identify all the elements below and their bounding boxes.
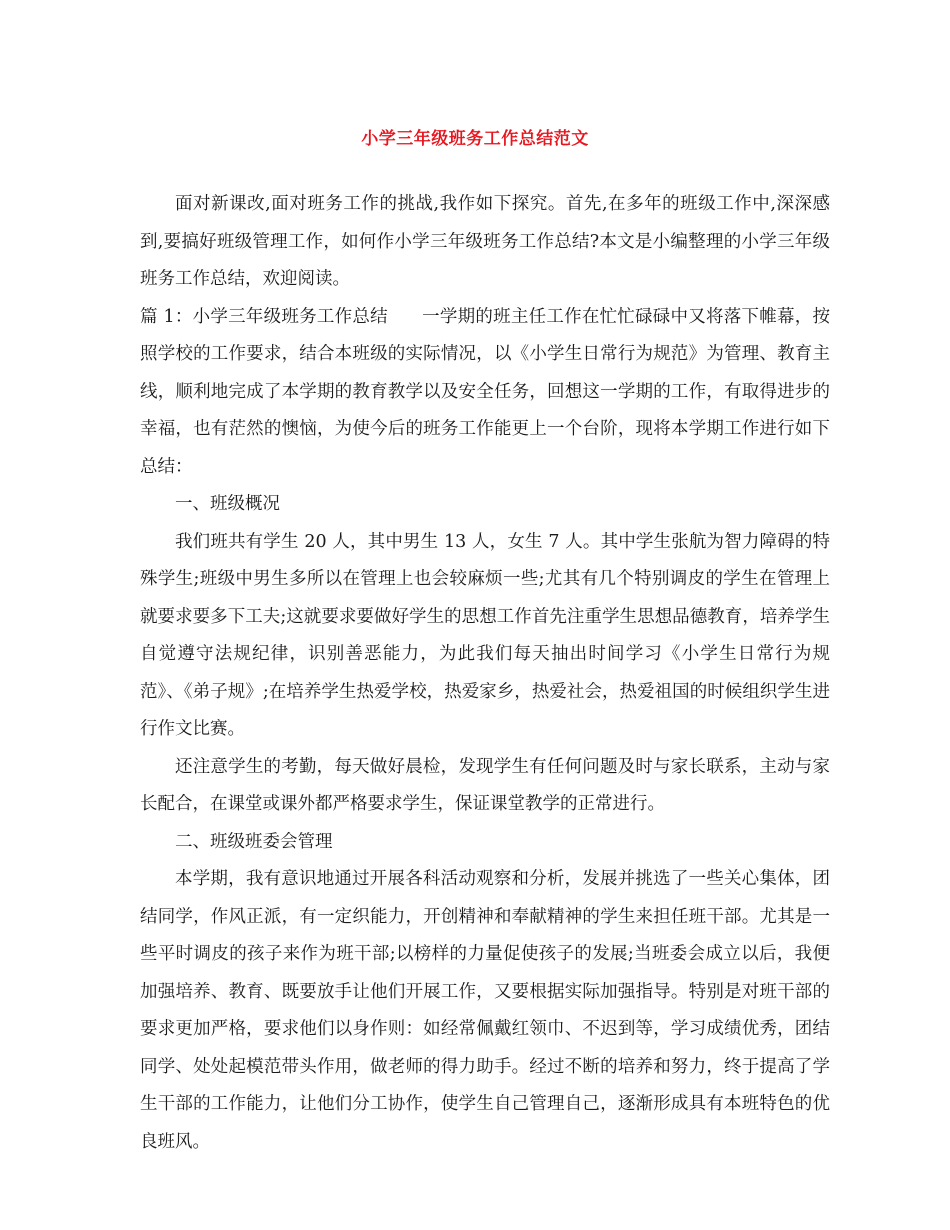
committee-paragraph-1: 本学期，我有意识地通过开展各科活动观察和分析，发展并挑选了一些关心集体，团结同学，作风正派，有一定织能力，开创精神和奉献精神的学生来担任班干部。尤其是一些平时调皮的孩子来作为班干部;以榜样的力量促使孩子的发展;当班委会成立以后，我便加强培养、教育、既要放手让他们开展工作，又要根据实际加强指导。特别是对班干部的要求更加严格，要求他们以身作则：如经常佩戴红领巾、不迟到等，学习成绩优秀，团结同学、处处起模范带头作用，做老师的得力助手。经过不断的培养和努力，终于提高了学生干部的工作能力，让他们分工协作，使学生自己管理自己，逐渐形成具有本班特色的优良班风。 [140, 869, 830, 1152]
section-heading-overview: 一、班级概况 [175, 494, 280, 514]
section-heading-committee: 二、班级班委会管理 [175, 831, 333, 852]
overview-paragraph-1: 我们班共有学生 20 人，其中男生 13 人，女生 7 人。其中学生张航为智力障碍的特殊学生;班级中男生多所以在管理上也会较麻烦一些;尤其有几个特别调皮的学生在管理上就要求要多下工夫;这就要求要做好学生的思想工作首先注重学生思想品德教育，培养学生自觉遵守法规纪律，识别善恶能力，为此我们每天抽出时间学习《小学生日常行为规范》、《弟子规》;在培养学生热爱学校，热爱家乡，热爱社会，热爱祖国的时候组织学生进行作文比赛。 [140, 531, 830, 739]
document-title: 小学三年级班务工作总结范文 [361, 129, 589, 149]
article-lead: 一学期的班主任工作在忙忙碌碌中又将落下帷幕，按照学校的工作要求，结合本班级的实际情况，以《小学生日常行为规范》为管理、教育主线，顺利地完成了本学期的教育教学以及安全任务，回想这一学期的工作，有取得进步的幸福，也有茫然的懊恼，为使今后的班务工作能更上一个台阶，现将本学期工作进行如下总结： [140, 306, 831, 477]
document-body [140, 186, 830, 1161]
intro-paragraph: 面对新课改,面对班务工作的挑战,我作如下探究。首先,在多年的班级工作中,深深感到,要搞好班级管理工作，如何作小学三年级班务工作总结?本文是小编整理的小学三年级班务工作总结，欢迎阅读。 [140, 194, 830, 289]
article-paragraph [140, 299, 830, 487]
article-label: 篇 1：小学三年级班务工作总结 [140, 306, 388, 327]
overview-paragraph-2: 还注意学生的考勤，每天做好晨检，发现学生有任何问题及时与家长联系，主动与家长配合，在课堂或课外都严格要求学生，保证课堂教学的正常进行。 [140, 756, 830, 814]
